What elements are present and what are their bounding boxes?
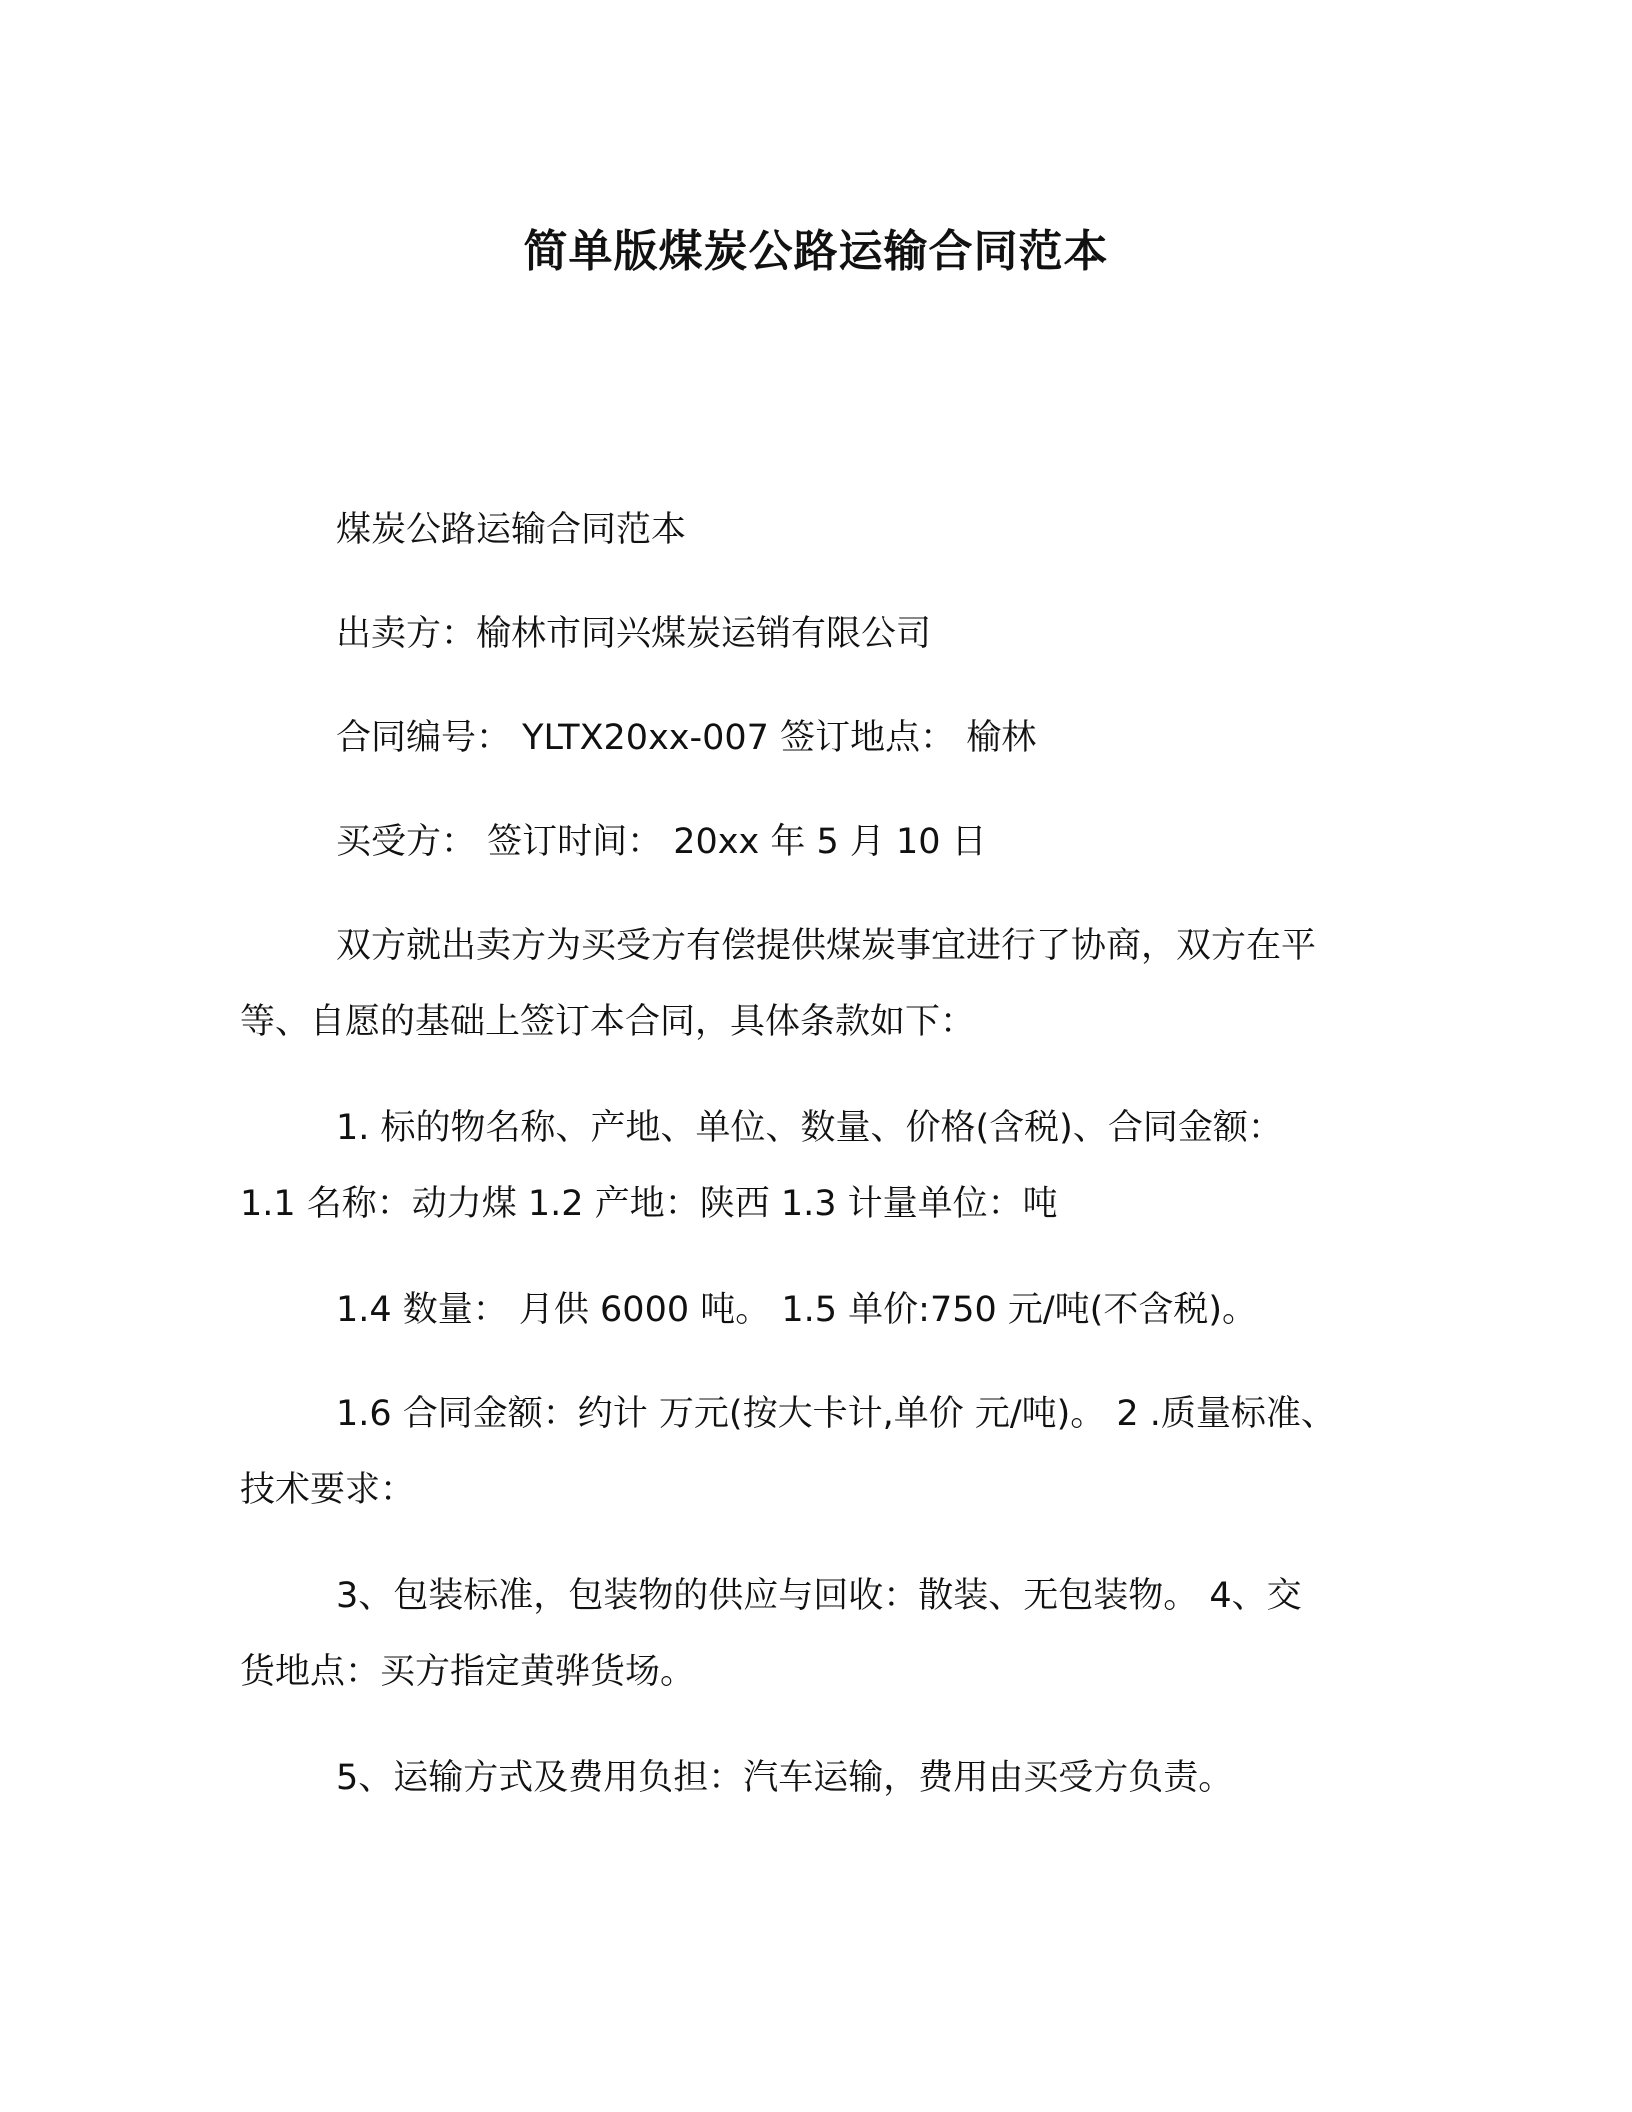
- paragraph-buyer: [240, 804, 1400, 880]
- paragraph-line: 1.4 数量： 月供 6000 吨。 1.5 单价:750 元/吨(不含税)。: [336, 1290, 1257, 1330]
- paragraph-clause-1: [240, 1090, 1400, 1242]
- paragraph-line: 合同编号： YLTX20xx-007 签订地点： 榆林: [336, 718, 1037, 758]
- paragraph-line: 双方就出卖方为买受方有偿提供煤炭事宜进行了协商，双方在平: [336, 926, 1317, 966]
- paragraph-clause-1-6: [240, 1376, 1400, 1528]
- paragraph-line: 货地点：买方指定黄骅货场。: [240, 1652, 696, 1692]
- paragraph-line: 1. 标的物名称、产地、单位、数量、价格(含税)、合同金额：: [336, 1108, 1283, 1148]
- paragraph-line: 等、自愿的基础上签订本合同，具体条款如下：: [240, 1002, 976, 1042]
- paragraph-clause-1-4: [240, 1272, 1400, 1348]
- paragraph-line: 3、包装标准，包装物的供应与回收：散装、无包装物。 4、交: [336, 1576, 1302, 1616]
- paragraph-line: 1.1 名称：动力煤 1.2 产地：陕西 1.3 计量单位：吨: [240, 1184, 1058, 1224]
- paragraph-line: 技术要求：: [240, 1470, 416, 1510]
- paragraph-intro: [240, 908, 1400, 1060]
- paragraph-contract-number: [240, 700, 1400, 776]
- paragraph-line: 1.6 合同金额：约计 万元(按大卡计,单价 元/吨)。 2 .质量标准、: [336, 1394, 1336, 1434]
- paragraph-clause-3: [240, 1558, 1400, 1710]
- paragraph-clause-5: [240, 1740, 1400, 1816]
- paragraph-line: 5、运输方式及费用负担：汽车运输，费用由买受方负责。: [336, 1758, 1234, 1798]
- paragraph-seller: [240, 596, 1400, 672]
- paragraph-heading: [240, 492, 1400, 568]
- paragraph-line: 出卖方：榆林市同兴煤炭运销有限公司: [336, 614, 932, 654]
- paragraph-line: 买受方： 签订时间： 20xx 年 5 月 10 日: [336, 822, 987, 862]
- document-title: 简单版煤炭公路运输合同范本: [523, 226, 1109, 277]
- paragraph-line: 煤炭公路运输合同范本: [336, 510, 687, 550]
